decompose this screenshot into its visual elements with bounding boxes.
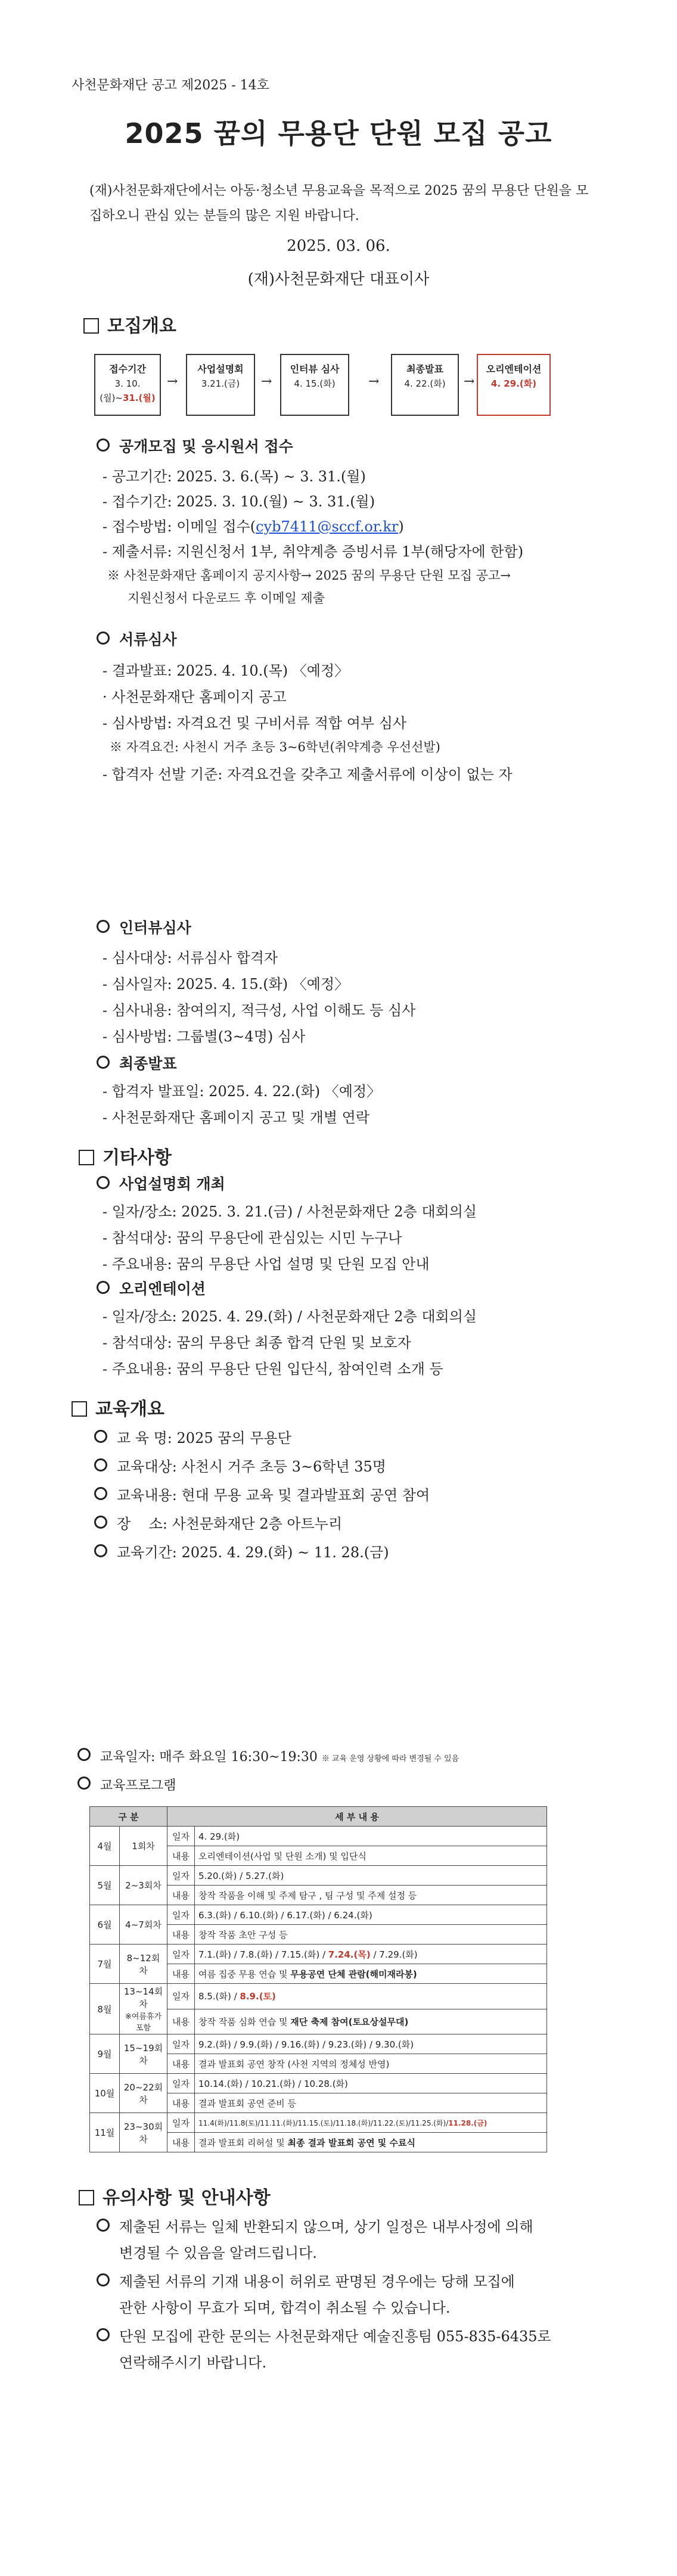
- email-link[interactable]: cyb7411@sccf.or.kr: [256, 518, 399, 535]
- briefing-date-place: - 일자/장소: 2025. 3. 21.(금) / 사천문화재단 2층 대회의실: [103, 1203, 477, 1220]
- intro-text: (재)사천문화재단에서는 아동·청소년 무용교육을 목적으로 2025 꿈의 무용단 단원을 모집하오니 관심 있는 분들의 많은 지원 바랍니다.: [89, 183, 589, 223]
- public-period: - 공고기간: 2025. 3. 6.(목) ~ 3. 31.(월): [103, 468, 366, 485]
- briefing-content: - 주요내용: 꿈의 무용단 사업 설명 및 단원 모집 안내: [103, 1256, 430, 1273]
- circle-bullet-icon: [97, 438, 110, 452]
- edu-place: 장 소: 사천문화재단 2층 아트누리: [94, 1512, 342, 1533]
- receipt-period: - 접수기간: 2025. 3. 10.(월) ~ 3. 31.(월): [103, 493, 375, 510]
- circle-bullet-icon: [94, 1516, 107, 1529]
- orientation-target: - 참석대상: 꿈의 무용단 최종 합격 단원 및 보호자: [103, 1334, 411, 1351]
- final-announce-method: - 사천문화재단 홈페이지 공고 및 개별 연락: [103, 1109, 370, 1126]
- selection-criteria: - 합격자 선발 기준: 자격요건을 갖추고 제출서류에 이상이 없는 자: [103, 766, 513, 783]
- circle-bullet-icon: [94, 1544, 107, 1557]
- subheading-public-recruit: 공개모집 및 응시원서 접수: [97, 435, 293, 456]
- table-row: 내용 결과 발표회 리허설 및 최종 결과 발표회 공연 및 수료식: [90, 2133, 547, 2152]
- table-header-category: 구 분: [90, 1807, 167, 1827]
- table-row: 내용 결과 발표회 공연 준비 등: [90, 2093, 547, 2113]
- table-row: 5월 2~3회차 일자 5.20.(화) / 5.27.(화): [90, 1866, 547, 1886]
- arrow-icon: →: [368, 374, 380, 389]
- table-row: 내용 창작 작품을 이해 및 주제 탐구 , 팀 구성 및 주제 설정 등: [90, 1886, 547, 1905]
- doc-review-method: - 심사방법: 자격요건 및 구비서류 적합 여부 심사: [103, 715, 407, 732]
- orientation-content: - 주요내용: 꿈의 무용단 단원 입단식, 참여인력 소개 등: [103, 1361, 443, 1377]
- table-row: 8월 13~14회차 ※여름휴가 포함 일자 8.5.(화) / 8.9.(토): [90, 1984, 547, 2009]
- interview-target: - 심사대상: 서류심사 합격자: [103, 950, 278, 966]
- circle-bullet-icon: [97, 2328, 110, 2341]
- arrow-icon: →: [261, 374, 272, 389]
- notice-item-1-cont: 변경될 수 있음을 알려드립니다.: [119, 2245, 317, 2261]
- section-heading-notice: 유의사항 및 안내사항: [79, 2183, 271, 2209]
- issuer-org: (재)사천문화재단 대표이사: [247, 270, 430, 288]
- subheading-orientation: 오리엔테이션: [97, 1277, 206, 1299]
- table-row: 내용 결과 발표회 공연 창작 (사천 지역의 정체성 반영): [90, 2054, 547, 2074]
- checkbox-square-icon: [79, 1150, 94, 1165]
- table-row: 내용 오리엔테이션(사업 및 단원 소개) 및 입단식: [90, 1846, 547, 1866]
- notice-item-3: 단원 모집에 관한 문의는 사천문화재단 예술진흥팀 055-835-6435로: [97, 2325, 551, 2345]
- edu-day-note: ※ 교육 운영 상황에 따라 변경될 수 있음: [321, 1754, 459, 1763]
- subheading-briefing: 사업설명회 개최: [97, 1172, 225, 1194]
- table-row: 내용 창작 작품 초안 구성 등: [90, 1925, 547, 1945]
- circle-bullet-icon: [97, 920, 110, 933]
- circle-bullet-icon: [97, 631, 110, 645]
- eligibility-note: ※ 자격요건: 사천시 거주 초등 3~6학년(취약계층 우선선발): [110, 740, 440, 754]
- notice-item-3-cont: 연락해주시기 바랍니다.: [119, 2354, 267, 2371]
- edu-name: 교 육 명: 2025 꿈의 무용단: [94, 1426, 291, 1447]
- briefing-target: - 참석대상: 꿈의 무용단에 관심있는 시민 누구나: [103, 1230, 402, 1246]
- interview-method: - 심사방법: 그룹별(3~4명) 심사: [103, 1028, 306, 1045]
- page-title: 2025 꿈의 무용단 단원 모집 공고: [125, 117, 552, 150]
- section-heading-overview: 모집개요: [83, 311, 176, 337]
- circle-bullet-icon: [97, 1056, 110, 1069]
- download-note: ※ 사천문화재단 홈페이지 공지사항→ 2025 꿈의 무용단 단원 모집 공고→: [107, 568, 511, 583]
- circle-bullet-icon: [94, 1458, 107, 1471]
- doc-announce: · 사천문화재단 홈페이지 공고: [103, 689, 287, 705]
- edu-day: 교육일자: 매주 화요일 16:30~19:30 ※ 교육 운영 상황에 따라 변경될 수 있음: [77, 1747, 459, 1765]
- notice-item-1: 제출된 서류는 일체 반환되지 않으며, 상기 일정은 내부사정에 의해: [97, 2215, 533, 2236]
- interview-date: - 심사일자: 2025. 4. 15.(화) 〈예정〉: [103, 976, 349, 993]
- table-header-row: [90, 1807, 547, 1827]
- notice-item-2: 제출된 서류의 기재 내용이 허위로 판명된 경우에는 당해 모집에: [97, 2270, 515, 2291]
- section-heading-education: 교육개요: [72, 1394, 164, 1420]
- subheading-doc-review: 서류심사: [97, 628, 177, 649]
- arrow-icon: →: [464, 374, 475, 389]
- circle-bullet-icon: [97, 1281, 110, 1294]
- section-heading-other: 기타사항: [79, 1143, 172, 1169]
- flow-step-orientation: 오리엔테이션 4. 29.(화): [477, 354, 551, 416]
- receipt-method: - 접수방법: 이메일 접수(cyb7411@sccf.or.kr): [103, 518, 404, 535]
- table-row: 내용 창작 작품 심화 연습 및 재단 축제 참여(토요상설무대): [90, 2009, 547, 2034]
- circle-bullet-icon: [94, 1430, 107, 1443]
- notice-reference: 사천문화재단 공고 제2025 - 14호: [72, 78, 269, 93]
- flow-step-receipt: 접수기간 3. 10.(월)~31.(월): [94, 354, 161, 416]
- download-note-2: 지원신청서 다운로드 후 이메일 제출: [128, 591, 325, 605]
- flow-step-interview: 인터뷰 심사 4. 15.(화): [280, 354, 349, 416]
- table-header-detail: 세 부 내 용: [167, 1807, 547, 1827]
- table-row: 7월 8~12회차 일자 7.1.(화) / 7.8.(화) / 7.15.(화) / 7.24.(목) / 7.29.(화): [90, 1945, 547, 1964]
- circle-bullet-icon: [77, 1777, 91, 1790]
- flow-step-final: 최종발표 4. 22.(화): [391, 354, 459, 416]
- arrow-icon: →: [167, 374, 178, 389]
- circle-bullet-icon: [97, 1176, 110, 1189]
- circle-bullet-icon: [94, 1487, 107, 1500]
- notice-item-2-cont: 관한 사항이 무효가 되며, 합격이 취소될 수 있습니다.: [119, 2300, 451, 2316]
- subheading-final: 최종발표: [97, 1052, 177, 1074]
- table-row: 내용 여름 집중 무용 연습 및 무용공연 단체 관람(해미재라봉): [90, 1964, 547, 1984]
- circle-bullet-icon: [97, 2219, 110, 2232]
- subheading-interview: 인터뷰심사: [97, 916, 191, 938]
- checkbox-square-icon: [79, 2190, 94, 2205]
- circle-bullet-icon: [97, 2273, 110, 2286]
- program-schedule-table: [89, 1806, 547, 2152]
- checkbox-square-icon: [72, 1401, 87, 1417]
- checkbox-square-icon: [83, 318, 99, 334]
- table-row: 11월 23~30회차 일자 11.4(화)/11.8(토)/11.11.(화)/11.15.(토)/11.18.(화)/11.22.(토)/11.25.(화)/11.28.(금): [90, 2113, 547, 2133]
- edu-target: 교육대상: 사천시 거주 초등 3~6학년 35명: [94, 1455, 386, 1476]
- edu-content: 교육내용: 현대 무용 교육 및 결과발표회 공연 참여: [94, 1483, 430, 1504]
- table-row: 10월 20~22회차 일자 10.14.(화) / 10.21.(화) / 10.28.(화): [90, 2074, 547, 2093]
- circle-bullet-icon: [77, 1748, 91, 1761]
- table-row: 4월 1회차 일자 4. 29.(화): [90, 1827, 547, 1846]
- notice-date: 2025. 03. 06.: [287, 237, 390, 255]
- flow-step-briefing: 사업설명회 3.21.(금): [186, 354, 255, 416]
- interview-content: - 심사내용: 참여의지, 적극성, 사업 이해도 등 심사: [103, 1002, 416, 1019]
- edu-period: 교육기간: 2025. 4. 29.(화) ~ 11. 28.(금): [94, 1541, 389, 1561]
- doc-result-date: - 결과발표: 2025. 4. 10.(목) 〈예정〉: [103, 662, 349, 679]
- orientation-date-place: - 일자/장소: 2025. 4. 29.(화) / 사천문화재단 2층 대회의실: [103, 1308, 477, 1325]
- table-row: 9월 15~19회차 일자 9.2.(화) / 9.9.(화) / 9.16.(화) / 9.23.(화) / 9.30.(화): [90, 2034, 547, 2054]
- edu-program-label: 교육프로그램: [77, 1775, 176, 1794]
- final-announce-date: - 합격자 발표일: 2025. 4. 22.(화) 〈예정〉: [103, 1083, 381, 1100]
- required-docs: - 제출서류: 지원신청서 1부, 취약계층 증빙서류 1부(해당자에 한함): [103, 543, 524, 560]
- table-row: 6월 4~7회차 일자 6.3.(화) / 6.10.(화) / 6.17.(화) / 6.24.(화): [90, 1905, 547, 1925]
